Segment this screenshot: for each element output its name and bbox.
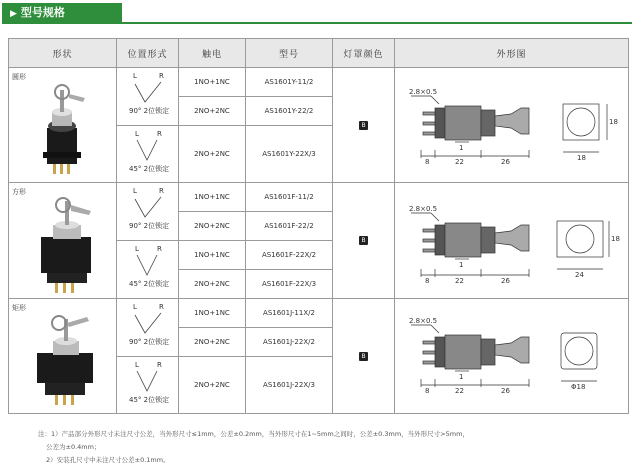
dim-pin: 2.8×0.5 xyxy=(409,317,438,325)
model-cell: AS1601F-22X/2 xyxy=(246,241,333,270)
contact-cell: 1NO+1NC xyxy=(179,299,246,328)
model-cell: AS1601Y-11/2 xyxy=(246,68,333,97)
dim-label: 8 xyxy=(425,277,430,285)
dim-label: Φ18 xyxy=(571,383,586,391)
position-diagram-45: L R 45° 2位锁定 xyxy=(117,126,179,183)
position-diagram-90: L R 90° 2位锁定 xyxy=(117,299,179,357)
position-diagram-90: L R 90° 2位锁定 xyxy=(117,183,179,241)
dim-label: 22 xyxy=(455,277,464,285)
lamp-color-badge: B xyxy=(359,121,368,130)
dim-label: 1 xyxy=(459,144,464,152)
position-diagram-45: L R 45° 2位锁定 xyxy=(117,357,179,414)
title-underline xyxy=(2,22,632,24)
footnote-line: 公差为±0.4mm； xyxy=(46,443,101,451)
shape-cell-square xyxy=(9,183,117,299)
header-position: 位置形式 xyxy=(117,39,179,68)
contact-cell: 1NO+1NC xyxy=(179,183,246,212)
dim-pin: 2.8×0.5 xyxy=(409,88,438,96)
outline-drawing-square xyxy=(395,183,629,299)
footnote-line: 2）安装孔尺寸中未注尺寸公差±0.1mm。 xyxy=(46,456,170,464)
model-cell: AS1601F-11/2 xyxy=(246,183,333,212)
footnote-line: 注：1）产品部分外形尺寸未注尺寸公差，当外形尺寸≤1mm，公差±0.2mm，当外形尺寸在1~5mm之间时，公差±0.3mm，当外形尺寸>5mm， xyxy=(38,430,469,438)
outline-drawing-round xyxy=(395,68,629,183)
lamp-color-badge: B xyxy=(359,352,368,361)
model-cell: AS1601F-22/2 xyxy=(246,212,333,241)
table-row xyxy=(9,299,629,328)
footnotes xyxy=(38,428,469,467)
triangle-right-icon: ▶ xyxy=(10,9,17,19)
dim-label: 26 xyxy=(501,387,510,395)
header-shape: 形状 xyxy=(9,39,117,68)
contact-cell: 2NO+2NC xyxy=(179,270,246,299)
contact-cell: 1NO+1NC xyxy=(179,241,246,270)
round-switch-image xyxy=(27,82,97,182)
shape-label: 矩形 xyxy=(12,304,26,312)
model-cell: AS1601Y-22X/3 xyxy=(246,126,333,183)
shape-label: 圆形 xyxy=(12,73,26,81)
outline-diagram xyxy=(395,183,627,299)
spec-table xyxy=(8,38,629,414)
dim-label: 26 xyxy=(501,158,510,166)
position-diagram-45: L R 45° 2位锁定 xyxy=(117,241,179,299)
header-model: 型号 xyxy=(246,39,333,68)
position-diagram-90: L R 90° 2位锁定 xyxy=(117,68,179,126)
outline-drawing-rect xyxy=(395,299,629,414)
section-title: 型号规格 xyxy=(20,6,65,19)
dim-label: 18 xyxy=(611,235,620,243)
contact-cell: 2NO+2NC xyxy=(179,328,246,357)
model-cell: AS1601Y-22/2 xyxy=(246,97,333,126)
model-cell: AS1601J-22X/3 xyxy=(246,357,333,414)
rect-switch-image xyxy=(27,313,107,413)
contact-cell: 2NO+2NC xyxy=(179,212,246,241)
section-title-bar xyxy=(2,3,122,22)
dim-label: 8 xyxy=(425,387,430,395)
shape-label: 方形 xyxy=(12,188,26,196)
model-cell: AS1601F-22X/3 xyxy=(246,270,333,299)
lamp-color-badge: B xyxy=(359,236,368,245)
dim-label: 1 xyxy=(459,261,464,269)
header-contact: 触电 xyxy=(179,39,246,68)
dim-label: 1 xyxy=(459,373,464,381)
lamp-color-cell xyxy=(333,183,395,299)
outline-diagram xyxy=(395,299,627,411)
dim-label: 22 xyxy=(455,387,464,395)
shape-cell-round xyxy=(9,68,117,183)
model-cell: AS1601J-11X/2 xyxy=(246,299,333,328)
model-cell: AS1601J-22X/2 xyxy=(246,328,333,357)
lamp-color-cell xyxy=(333,68,395,183)
lamp-color-cell xyxy=(333,299,395,414)
contact-cell: 2NO+2NC xyxy=(179,126,246,183)
contact-cell: 2NO+2NC xyxy=(179,357,246,414)
dim-label: 18 xyxy=(609,118,618,126)
dim-label: 8 xyxy=(425,158,430,166)
dim-label: 18 xyxy=(577,154,586,162)
contact-cell: 1NO+1NC xyxy=(179,68,246,97)
dim-label: 24 xyxy=(575,271,584,279)
header-lamp-color: 灯罩颜色 xyxy=(333,39,395,68)
contact-cell: 2NO+2NC xyxy=(179,97,246,126)
outline-diagram xyxy=(395,68,627,180)
table-row xyxy=(9,183,629,212)
dim-pin: 2.8×0.5 xyxy=(409,205,438,213)
table-header-row xyxy=(9,39,629,68)
dim-label: 26 xyxy=(501,277,510,285)
header-outline: 外形图 xyxy=(395,39,629,68)
shape-cell-rect xyxy=(9,299,117,414)
dim-label: 22 xyxy=(455,158,464,166)
square-switch-image xyxy=(27,197,107,301)
table-row xyxy=(9,68,629,97)
